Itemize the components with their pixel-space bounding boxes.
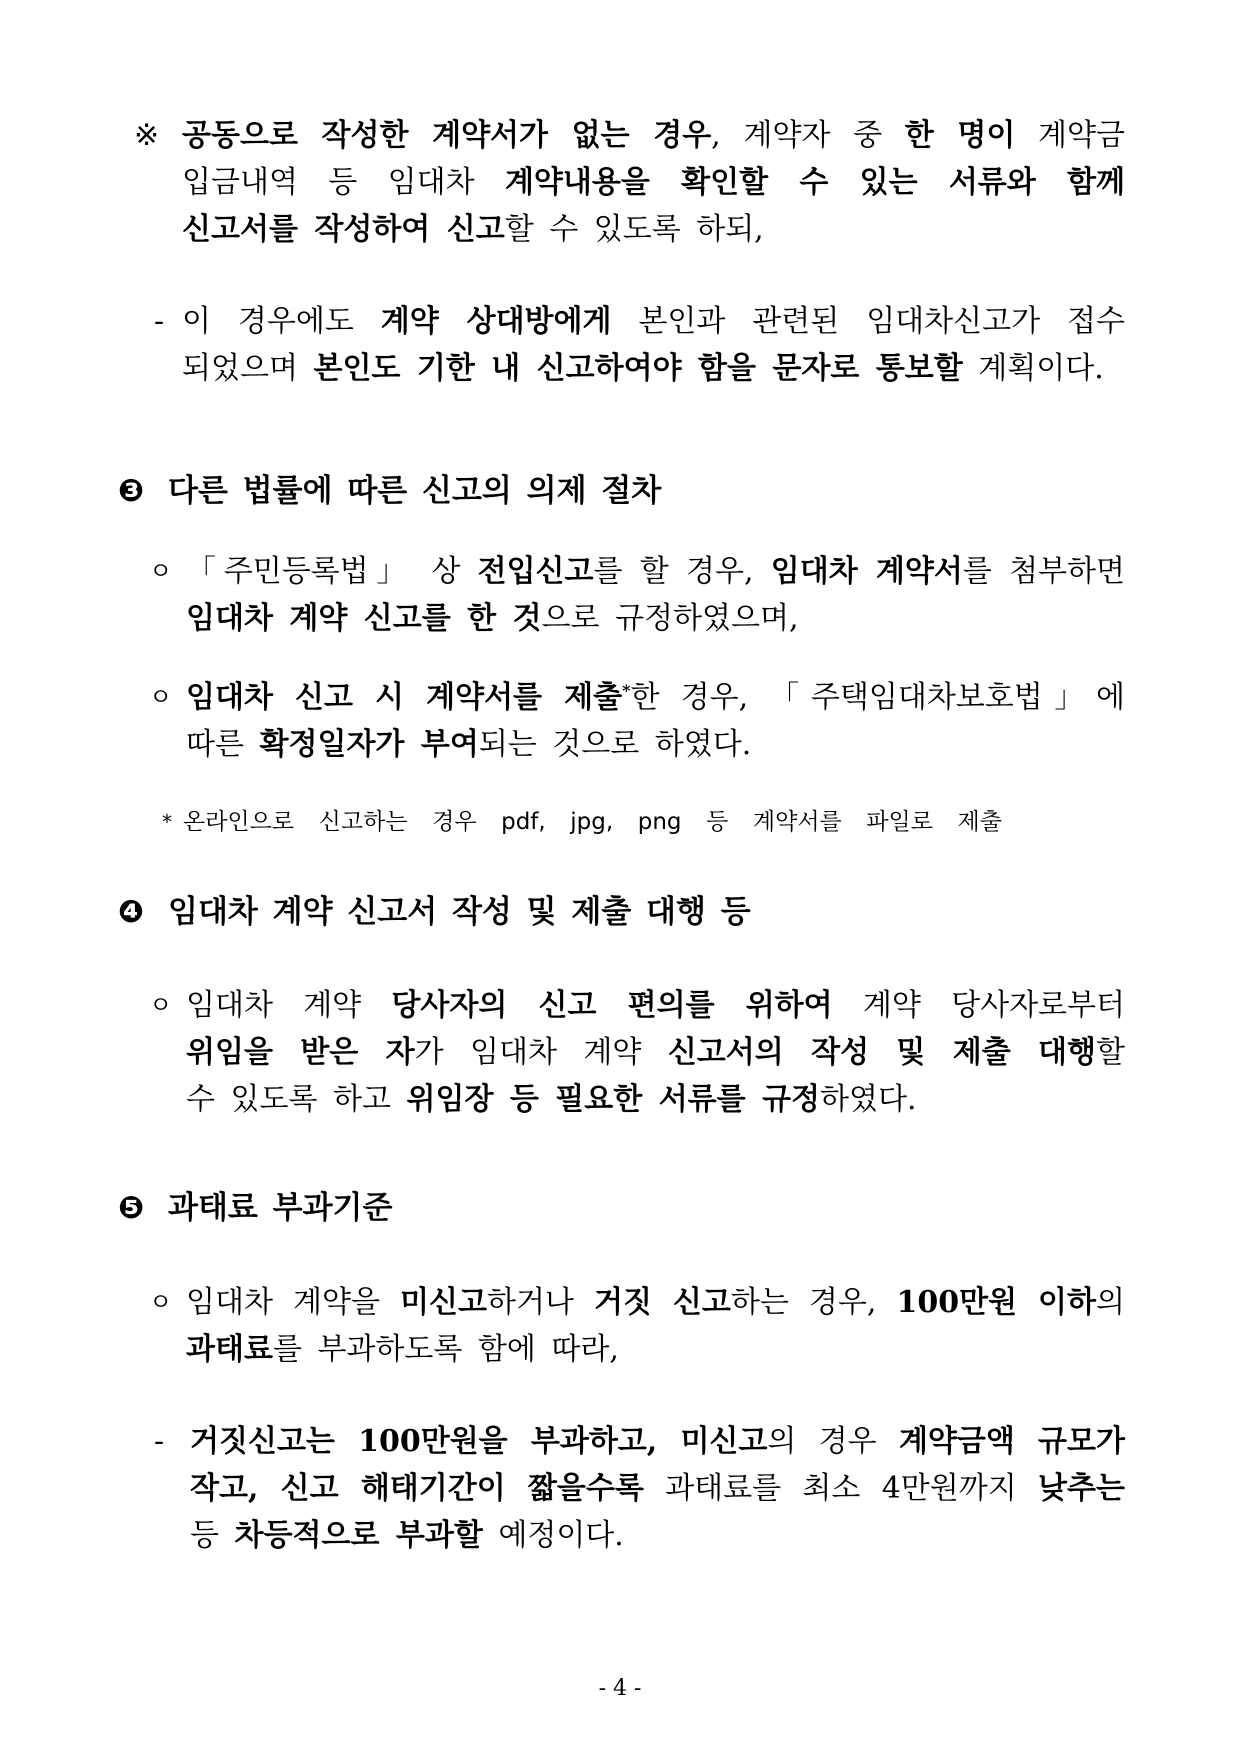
dash-marker: - — [154, 304, 165, 339]
bullet-marker: ㅇ — [149, 683, 173, 711]
body-text: 하는 경우, — [730, 1285, 897, 1320]
emphasis-text: 신고서의 작성 및 제출 대행 — [667, 1035, 1097, 1070]
emphasis-text: 확정일자가 부여 — [259, 727, 479, 762]
section-heading — [118, 1185, 392, 1231]
section-heading — [118, 889, 751, 935]
section-title: 임대차 계약 신고서 작성 및 제출 대행 등 — [168, 894, 751, 930]
footnote-text: 온라인으로 신고하는 경우 pdf, jpg, png 등 계약서를 파일로 제출 — [183, 809, 1002, 835]
footnote-reference: * — [622, 681, 631, 700]
body-text: 계획이다. — [962, 351, 1104, 386]
text-line — [186, 721, 1125, 768]
body-text: 되었으며 — [182, 351, 314, 386]
dash-marker: - — [154, 1424, 165, 1459]
emphasis-text: 임대차 신고 시 계약서를 제출 — [186, 680, 623, 715]
body-text: 이 경우에도 — [182, 304, 381, 339]
emphasis-text: 낮추는 — [1038, 1471, 1125, 1506]
emphasis-text: 위임을 받은 자 — [186, 1035, 415, 1070]
note-paragraph — [134, 112, 1126, 253]
text-line — [190, 1418, 1125, 1465]
body-text: , 계약자 중 — [711, 118, 905, 153]
bullet-item — [149, 1279, 1125, 1373]
text-line — [182, 206, 1125, 253]
emphasis-text: 공동으로 작성한 계약서가 없는 경우 — [182, 118, 712, 153]
body-text: 의 경우 — [767, 1424, 899, 1459]
emphasis-text: 임대차 계약 신고를 한 것 — [186, 601, 542, 636]
text-line — [186, 1326, 1125, 1373]
text-line — [186, 982, 1125, 1029]
emphasis-text: 미신고 — [400, 1285, 487, 1320]
emphasis-text: 본인도 기한 내 신고하여야 함을 문자로 통보할 — [313, 351, 963, 386]
body-text: 의 — [1096, 1285, 1125, 1320]
emphasis-text: 거짓 신고 — [593, 1285, 731, 1320]
section-number: ❸ — [118, 473, 145, 509]
emphasis-text: 과태료 — [186, 1332, 273, 1367]
text-line — [190, 1465, 1125, 1512]
section-heading — [118, 468, 661, 514]
bullet-item — [149, 982, 1125, 1123]
body-text: 할 수 있도록 하되, — [504, 212, 764, 247]
emphasis-text: 전입신고 — [477, 554, 594, 589]
text-line — [182, 159, 1125, 206]
body-text: 할 — [1096, 1035, 1125, 1070]
emphasis-text: 당사자의 신고 편의를 위하여 — [391, 988, 833, 1023]
section-title: 과태료 부과기준 — [168, 1190, 393, 1226]
detail-paragraph — [154, 1418, 1126, 1559]
body-text: 으로 규정하였으며, — [541, 601, 799, 636]
body-text: 예정이다. — [482, 1518, 624, 1553]
page-number: - 4 - — [598, 1676, 642, 1701]
body-text: 입금내역 등 임대차 — [182, 165, 505, 200]
footnote — [162, 805, 1002, 839]
text-line — [186, 1279, 1125, 1326]
body-text: 가 임대차 계약 — [414, 1035, 668, 1070]
text-line — [186, 595, 1125, 642]
emphasis-text: 계약내용을 확인할 수 있는 서류와 함께 — [504, 165, 1126, 200]
bullet-marker: ㅇ — [149, 557, 173, 585]
emphasis-text: 위임장 등 필요한 서류를 규정 — [406, 1082, 821, 1117]
body-text: 를 첨부하면 — [962, 554, 1125, 589]
body-text: 한 경우, 「주택임대차보호법」에 — [630, 680, 1125, 715]
emphasis-text: 한 명이 — [904, 118, 1016, 153]
text-line — [182, 298, 1125, 345]
text-line — [182, 112, 1125, 159]
body-text: 임대차 계약을 — [186, 1285, 401, 1320]
body-text: 하거나 — [486, 1285, 594, 1320]
emphasis-text: 계약금액 규모가 — [898, 1424, 1126, 1459]
text-line — [182, 345, 1125, 392]
body-text: 계약금 — [1015, 118, 1125, 153]
text-line — [186, 674, 1125, 721]
emphasis-text: 작고, 신고 해태기간이 짧을수록 — [190, 1471, 644, 1506]
text-line — [186, 548, 1125, 595]
emphasis-text: 차등적으로 부과할 — [234, 1518, 483, 1553]
detail-paragraph — [154, 298, 1125, 392]
section-number: ❹ — [118, 894, 145, 930]
body-text: 를 부과하도록 함에 따라, — [272, 1332, 619, 1367]
emphasis-text: 거짓신고는 100만원을 부과하고, 미신고 — [190, 1424, 768, 1459]
footnote-marker: * — [162, 810, 172, 834]
bullet-marker: ㅇ — [149, 991, 173, 1019]
body-text: 계약 당사자로부터 — [832, 988, 1125, 1023]
body-text: 수 있도록 하고 — [186, 1082, 407, 1117]
text-line — [186, 1029, 1125, 1076]
emphasis-text: 100만원 이하 — [896, 1285, 1097, 1320]
body-text: 따른 — [186, 727, 260, 762]
section-title: 다른 법률에 따른 신고의 의제 절차 — [168, 473, 662, 509]
text-line — [186, 1076, 1125, 1123]
body-text: 등 — [190, 1518, 235, 1553]
body-text: 를 할 경우, — [593, 554, 771, 589]
reference-mark: ※ — [134, 118, 160, 153]
bullet-marker: ㅇ — [149, 1288, 173, 1316]
body-text: 되는 것으로 하였다. — [478, 727, 752, 762]
bullet-item — [149, 674, 1125, 768]
emphasis-text: 계약 상대방에게 — [380, 304, 612, 339]
body-text: 「주민등록법」 상 — [186, 554, 478, 589]
bullet-item — [149, 548, 1125, 642]
body-text: 본인과 관련된 임대차신고가 접수 — [611, 304, 1125, 339]
text-line — [190, 1512, 1125, 1559]
body-text: 임대차 계약 — [186, 988, 392, 1023]
body-text: 과태료를 최소 4만원까지 — [643, 1471, 1039, 1506]
section-number: ❺ — [118, 1190, 145, 1226]
emphasis-text: 신고서를 작성하여 신고 — [182, 212, 505, 247]
body-text: 하였다. — [820, 1082, 917, 1117]
emphasis-text: 임대차 계약서 — [770, 554, 963, 589]
